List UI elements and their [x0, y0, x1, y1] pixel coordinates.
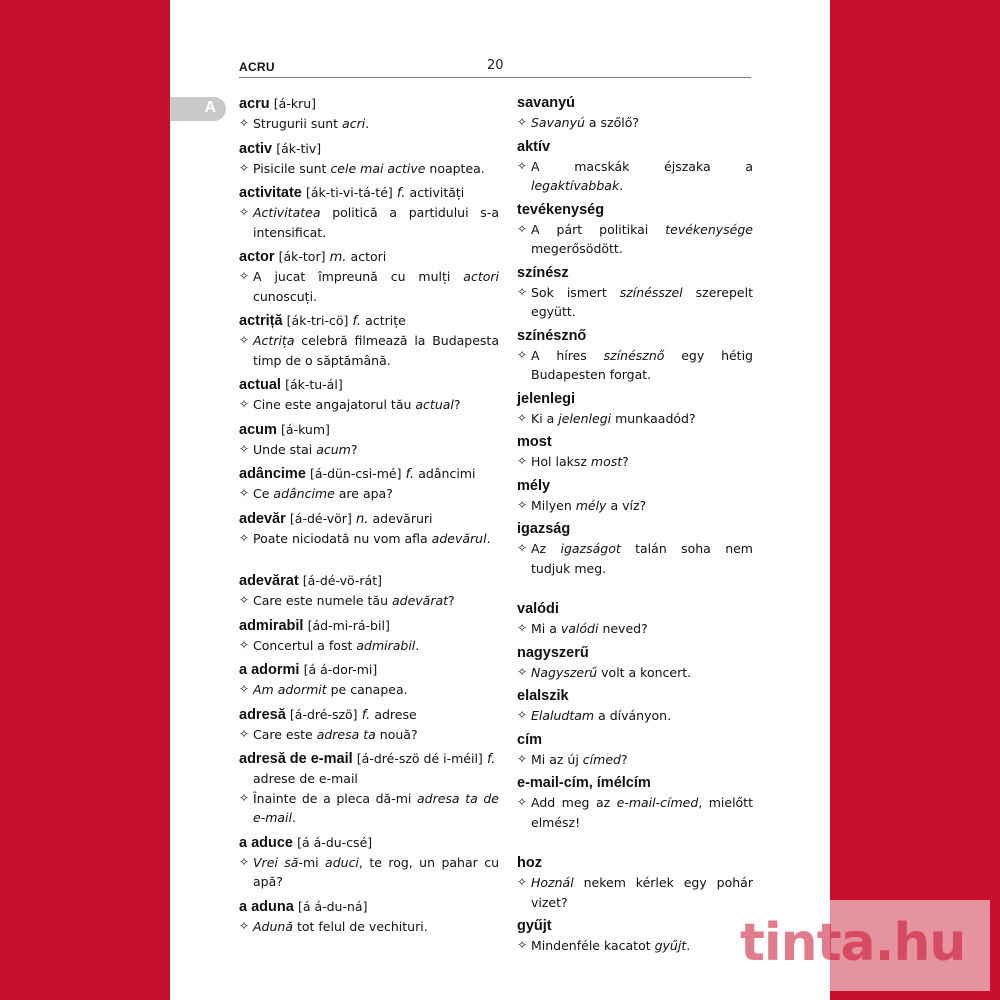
example-text: Mindenféle kacatot: [531, 938, 655, 953]
headword: e-mail-cím, ímélcím: [517, 775, 651, 791]
plural-form: adevăruri: [372, 510, 433, 526]
entry-romanian: [239, 705, 499, 745]
example-highlight: tevékenysége: [665, 221, 753, 237]
entry-romanian: [239, 464, 499, 504]
example-text: .: [619, 178, 624, 193]
example-sentence: [239, 725, 499, 745]
diamond-outline-icon: ✧: [517, 497, 528, 512]
plural-form: adrese de e-mail: [253, 771, 358, 786]
example-text: A jucat împreună cu mulți: [253, 269, 464, 284]
diamond-outline-icon: ✧: [517, 115, 528, 129]
entry-hungarian: [517, 201, 753, 259]
diamond-outline-icon: ✧: [517, 621, 528, 635]
example-text: Milyen: [531, 497, 576, 513]
headword: acru: [239, 96, 270, 112]
example-sentence: [517, 496, 753, 516]
entry-hungarian: [517, 600, 753, 639]
pronunciation: [ák-tiv]: [276, 140, 322, 156]
headword-line: [239, 571, 499, 591]
diamond-outline-icon: ✧: [239, 486, 250, 500]
diamond-outline-icon: ✧: [517, 158, 528, 173]
example-text: Ki a: [531, 410, 559, 426]
diamond-outline-icon: ✧: [239, 333, 250, 347]
example-text: a szőlő?: [584, 115, 639, 130]
entry-hungarian: [517, 477, 753, 516]
headword-line: [517, 854, 753, 873]
example-highlight: címed: [582, 751, 621, 767]
plural-form: actori: [350, 249, 387, 264]
plural-form-line: [239, 769, 499, 789]
example-highlight: actori: [463, 269, 499, 284]
example-highlight: admirabil: [356, 637, 416, 653]
diamond-outline-icon: ✧: [517, 221, 528, 236]
headword: nagyszerű: [517, 644, 589, 661]
pronunciation: [á-dün-csi-mé]: [310, 466, 402, 481]
example-sentence: [239, 529, 499, 549]
pronunciation: [ák-tri-cö]: [286, 313, 349, 328]
header-guide-word: ACRU: [239, 60, 275, 74]
example-text: ?: [453, 397, 461, 412]
example-highlight: Vrei să: [253, 854, 299, 870]
example-highlight: aduci: [325, 854, 359, 870]
entry-romanian: [239, 616, 499, 656]
entry-hungarian: [517, 520, 753, 578]
diamond-outline-icon: ✧: [239, 397, 250, 411]
headword-line: [239, 749, 499, 769]
entry-romanian: [239, 509, 499, 549]
headword: jelenlegi: [517, 390, 576, 407]
headword: valódi: [517, 601, 559, 617]
entry-hungarian: [517, 774, 753, 832]
headword: adresă: [239, 706, 286, 723]
headword: tevékenység: [517, 201, 605, 218]
diamond-outline-icon: ✧: [239, 116, 250, 130]
pronunciation: [ák-tu-ál]: [285, 377, 343, 392]
example-sentence: [517, 539, 753, 578]
headword-line: [239, 897, 499, 917]
example-sentence: [239, 789, 499, 828]
entry-romanian: [239, 375, 499, 415]
example-text: Ce: [253, 486, 274, 501]
diamond-outline-icon: ✧: [239, 682, 250, 696]
headword: activ: [239, 140, 273, 157]
headword: adevăr: [239, 510, 286, 527]
plural-form: adrese: [374, 706, 417, 722]
grammar-label: f.: [361, 707, 371, 723]
headword-line: [239, 660, 499, 680]
example-highlight: adevărul: [431, 530, 487, 546]
diamond-outline-icon: ✧: [239, 269, 250, 283]
example-text: munkaadód?: [611, 410, 696, 426]
example-text: noaptea.: [425, 160, 485, 176]
headword: a aduce: [239, 834, 293, 851]
example-highlight: Hoznál: [531, 875, 574, 890]
entry-hungarian: [517, 644, 753, 683]
headword-line: [239, 509, 499, 529]
diamond-outline-icon: ✧: [517, 347, 528, 362]
pronunciation: [á á-du-ná]: [297, 898, 368, 914]
example-sentence: [239, 114, 499, 134]
example-text: Mi a: [531, 621, 561, 636]
example-highlight: adevărat: [392, 593, 449, 608]
example-text: Strugurii sunt: [253, 116, 343, 131]
example-text: nekem kérlek egy pohár vizet?: [531, 875, 753, 910]
diamond-outline-icon: ✧: [239, 205, 250, 219]
diamond-outline-icon: ✧: [517, 664, 528, 679]
entry-hungarian: [517, 390, 753, 429]
entry-romanian: [239, 311, 499, 370]
headword: admirabil: [239, 617, 304, 634]
entry-hungarian: [517, 94, 753, 133]
headword-line: [517, 687, 753, 706]
example-text: volt a koncert.: [597, 664, 692, 680]
example-sentence: [517, 793, 753, 832]
headword-line: [239, 464, 499, 484]
entry-hungarian: [517, 138, 753, 196]
example-text: neved?: [598, 621, 648, 636]
entry-romanian: [239, 139, 499, 179]
headword: a adormi: [239, 662, 300, 678]
headword: adâncime: [239, 466, 306, 482]
thumb-index-letter: A: [204, 99, 216, 116]
headword-line: [239, 183, 499, 203]
diamond-outline-icon: ✧: [239, 854, 250, 869]
headword: actual: [239, 377, 281, 393]
entry-hungarian: [517, 854, 753, 912]
headword: színésznő: [517, 327, 587, 344]
example-text: .: [291, 810, 296, 825]
example-sentence: [239, 440, 499, 460]
diamond-outline-icon: ✧: [517, 541, 528, 555]
entry-hungarian: [517, 327, 753, 385]
headword: adresă de e-mail: [239, 751, 353, 767]
headword-line: [517, 390, 753, 409]
example-text: politică a partidului s-a intensificat.: [253, 205, 499, 240]
example-sentence: [517, 452, 753, 472]
example-sentence: [517, 346, 753, 385]
thumb-index-tab: [170, 97, 226, 121]
entry-romanian: [239, 247, 499, 306]
pronunciation: [á-dré-szö dé i-méil]: [356, 751, 483, 766]
example-text: ?: [622, 454, 629, 469]
headword-line: [517, 327, 753, 346]
example-highlight: e-mail-címed: [616, 795, 699, 810]
example-text: szerepelt együtt.: [531, 284, 753, 319]
example-sentence: [239, 267, 499, 306]
example-highlight: acum: [316, 441, 351, 457]
example-highlight: cele mai active: [330, 160, 426, 176]
example-text: Cine este angajatorul tău: [253, 397, 416, 412]
plural-form: activități: [409, 185, 465, 200]
pronunciation: [á-dé-vör]: [289, 510, 352, 526]
grammar-label: f.: [486, 752, 496, 767]
headword: elalszik: [517, 688, 569, 704]
headword: a aduna: [239, 898, 294, 915]
example-text: are apa?: [334, 486, 393, 501]
headword-line: [239, 375, 499, 395]
example-highlight: adâncime: [273, 486, 335, 501]
headword: mély: [517, 477, 551, 494]
running-header: [239, 57, 751, 78]
example-highlight: Savanyú: [531, 115, 585, 130]
example-highlight: valódi: [560, 621, 599, 636]
example-text: Add meg az: [531, 795, 617, 810]
page-number: 20: [487, 58, 504, 73]
example-highlight: mély: [575, 497, 607, 513]
romanian-column: [239, 94, 499, 941]
diamond-outline-icon: ✧: [239, 918, 250, 933]
diamond-outline-icon: ✧: [239, 637, 250, 652]
headword-line: [239, 705, 499, 725]
example-text: .: [415, 637, 420, 653]
headword-line: [239, 247, 499, 267]
entry-hungarian: [517, 264, 753, 322]
headword-line: [517, 138, 753, 157]
headword-line: [517, 433, 753, 452]
example-text: Care este numele tău: [253, 593, 392, 608]
example-text: talán soha nem tudjuk meg.: [531, 541, 753, 576]
headword: most: [517, 434, 552, 450]
example-text: celebră filmează la Budapesta timp de o săptămână.: [253, 333, 499, 368]
diamond-outline-icon: ✧: [517, 938, 528, 952]
grammar-label: f.: [405, 467, 415, 482]
example-sentence: [517, 663, 753, 683]
example-text: Mi az új: [531, 751, 583, 767]
example-sentence: [517, 619, 753, 639]
example-sentence: [239, 484, 499, 504]
example-sentence: [517, 750, 753, 770]
pronunciation: [á-kru]: [273, 96, 317, 111]
example-text: Unde stai: [253, 441, 317, 457]
example-highlight: actual: [415, 397, 454, 412]
entry-hungarian: [517, 433, 753, 472]
example-text: A macskák éjszaka a: [531, 158, 753, 174]
example-sentence: [239, 680, 499, 700]
headword-line: [517, 94, 753, 113]
headword-line: [239, 420, 499, 440]
example-text: , mielőtt elmész!: [531, 795, 753, 830]
pronunciation: [ád-mi-rá-bil]: [307, 617, 390, 633]
example-text: pe canapea.: [326, 682, 408, 697]
example-text: Care este: [253, 726, 317, 742]
plural-form: adâncimi: [418, 466, 476, 481]
diamond-outline-icon: ✧: [517, 795, 528, 809]
pronunciation: [ák-tor]: [278, 249, 326, 264]
headword-line: [239, 833, 499, 853]
example-highlight: Actrița: [253, 333, 295, 348]
example-highlight: igazságot: [560, 541, 621, 556]
headword-line: [517, 264, 753, 283]
headword-line: [517, 600, 753, 619]
entry-romanian: [239, 749, 499, 828]
example-text: .: [686, 938, 691, 953]
example-sentence: [239, 917, 499, 937]
example-highlight: jelenlegi: [558, 410, 612, 426]
headword-line: [517, 201, 753, 220]
diamond-outline-icon: ✧: [239, 530, 250, 545]
example-text: -mi: [298, 854, 326, 870]
headword-line: [239, 94, 499, 114]
headword-line: [239, 616, 499, 636]
entry-romanian: [239, 94, 499, 134]
example-text: egy hétig Budapesten forgat.: [531, 347, 753, 382]
example-text: , te rog, un pahar cu apă?: [253, 854, 499, 889]
headword: aktív: [517, 138, 551, 155]
example-sentence: [517, 283, 753, 322]
example-text: Concertul a fost: [253, 637, 357, 653]
diamond-outline-icon: ✧: [517, 875, 528, 889]
example-text: Hol laksz: [531, 454, 591, 469]
example-sentence: [517, 936, 753, 956]
diamond-outline-icon: ✧: [239, 726, 250, 741]
example-highlight: Nagyszerű: [531, 664, 598, 680]
pronunciation: [á-dré-szö]: [289, 706, 358, 722]
entry-romanian: [239, 833, 499, 892]
example-highlight: színésznő: [603, 347, 665, 363]
example-text: a víz?: [606, 497, 647, 513]
example-sentence: [239, 395, 499, 415]
example-text: ?: [448, 593, 455, 608]
example-text: Sok ismert: [531, 284, 620, 300]
example-text: nouă?: [375, 726, 418, 742]
entry-romanian: [239, 420, 499, 460]
example-text: .: [486, 530, 491, 546]
diamond-outline-icon: ✧: [517, 284, 528, 299]
headword-line: [239, 311, 499, 331]
headword: actor: [239, 249, 275, 265]
headword-line: [517, 731, 753, 750]
headword: adevărat: [239, 573, 299, 589]
diamond-outline-icon: ✧: [517, 708, 528, 722]
diamond-outline-icon: ✧: [239, 441, 250, 456]
example-highlight: adresa ta de e-mail: [253, 790, 499, 825]
headword-line: [517, 644, 753, 663]
example-highlight: adresa ta: [316, 726, 376, 742]
example-highlight: acri: [342, 116, 366, 131]
pronunciation: [á-kum]: [281, 421, 330, 437]
example-highlight: Activitatea: [253, 205, 321, 220]
grammar-label: f.: [352, 314, 362, 329]
example-highlight: most: [590, 454, 623, 469]
example-sentence: [239, 636, 499, 656]
headword-line: [517, 477, 753, 496]
example-highlight: Adună: [253, 918, 293, 934]
example-text: A párt politikai: [531, 221, 666, 237]
grammar-label: m.: [329, 250, 347, 265]
diamond-outline-icon: ✧: [517, 751, 528, 766]
example-highlight: legaktívabbak: [531, 178, 620, 193]
example-sentence: [517, 873, 753, 912]
diamond-outline-icon: ✧: [239, 160, 250, 175]
example-highlight: színésszel: [619, 284, 683, 300]
headword-line: [239, 139, 499, 159]
example-text: a díványon.: [594, 708, 672, 723]
diamond-outline-icon: ✧: [239, 593, 250, 607]
example-text: Pisicile sunt: [253, 160, 331, 176]
example-text: ?: [350, 441, 358, 457]
example-text: Az: [531, 541, 561, 556]
pronunciation: [á á-du-csé]: [297, 834, 373, 850]
headword-line: [517, 917, 753, 936]
headword: actriță: [239, 313, 283, 329]
example-highlight: Elaludtam: [531, 708, 595, 723]
entry-hungarian: [517, 917, 753, 956]
headword-line: [517, 520, 753, 539]
grammar-label: n.: [355, 511, 369, 527]
example-text: Înainte de a pleca dă-mi: [253, 790, 417, 806]
example-text: megerősödött.: [531, 241, 623, 256]
example-sentence: [239, 203, 499, 242]
headword: gyűjt: [517, 918, 552, 934]
diamond-outline-icon: ✧: [239, 790, 250, 805]
example-text: ?: [620, 751, 628, 767]
headword: színész: [517, 264, 569, 281]
example-sentence: [239, 159, 499, 179]
entry-romanian: [239, 660, 499, 700]
example-sentence: [517, 220, 753, 259]
hungarian-column: [517, 94, 753, 961]
example-sentence: [239, 331, 499, 370]
headword: acum: [239, 421, 277, 438]
headword: cím: [517, 731, 542, 748]
diamond-outline-icon: ✧: [517, 454, 528, 468]
entry-romanian: [239, 183, 499, 242]
headword: hoz: [517, 855, 542, 871]
pronunciation: [á á-dor-mi]: [303, 662, 378, 677]
example-text: A híres: [531, 347, 604, 363]
example-sentence: [517, 706, 753, 726]
plural-form: actrițe: [365, 313, 406, 328]
example-sentence: [239, 591, 499, 611]
pronunciation: [ák-ti-vi-tá-té]: [306, 185, 393, 200]
example-sentence: [239, 853, 499, 892]
entry-romanian: [239, 897, 499, 937]
headword-line: [517, 774, 753, 793]
headword: activitate: [239, 185, 302, 201]
example-sentence: [517, 157, 753, 196]
diamond-outline-icon: ✧: [517, 410, 528, 425]
entry-hungarian: [517, 731, 753, 770]
example-sentence: [517, 409, 753, 429]
entry-hungarian: [517, 687, 753, 726]
example-highlight: Am adormit: [253, 682, 327, 697]
example-highlight: gyűjt: [654, 938, 687, 953]
pronunciation: [á-dé-vö-rát]: [302, 573, 383, 588]
headword: igazság: [517, 521, 571, 537]
example-text: cunoscuți.: [253, 288, 318, 304]
example-text: .: [365, 116, 370, 131]
example-text: tot felul de vechituri.: [293, 918, 428, 934]
example-text: Poate niciodată nu vom afla: [253, 530, 432, 546]
headword: savanyú: [517, 95, 576, 111]
entry-romanian: [239, 571, 499, 611]
watermark-logo: tinta.hu: [740, 913, 966, 973]
grammar-label: f.: [396, 186, 406, 201]
example-sentence: [517, 113, 753, 133]
